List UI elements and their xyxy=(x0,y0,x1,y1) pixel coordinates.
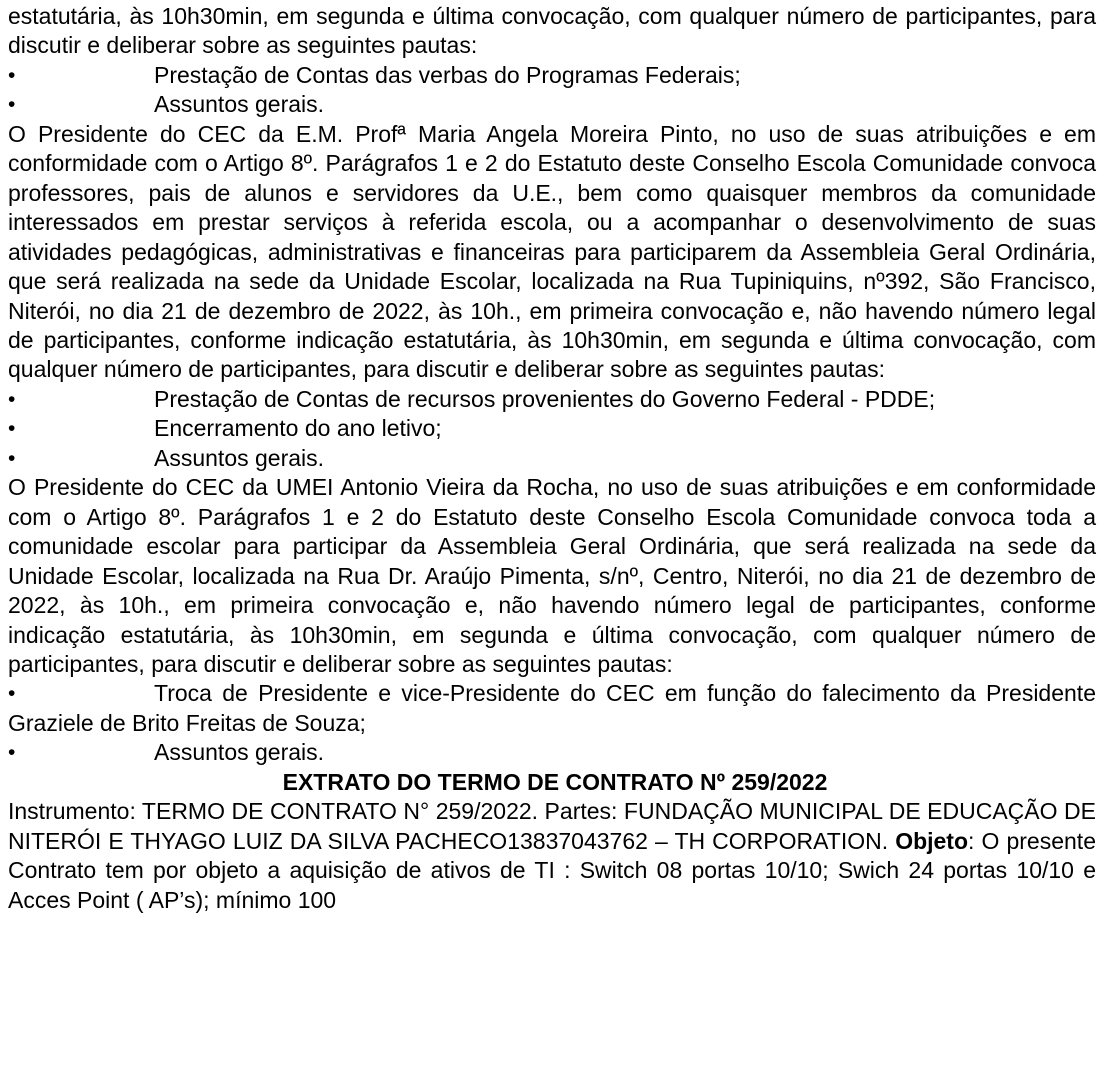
bullet-icon: • xyxy=(8,741,16,765)
bullet-icon: • xyxy=(8,446,16,470)
bullet-icon: • xyxy=(8,682,16,706)
list-item xyxy=(8,738,1096,767)
list-item-text: Assuntos gerais. xyxy=(154,444,325,471)
paragraph-convocation-continued: estatutária, às 10h30min, em segunda e última convocação, com qualquer número de participantes, para discutir e deliberar sobre as seguintes pautas: xyxy=(8,3,1096,59)
list-item-text: Assuntos gerais. xyxy=(154,91,325,118)
bullet-icon: • xyxy=(8,387,16,411)
list-item-text: Encerramento do ano letivo; xyxy=(154,415,442,442)
paragraph-cec-maria-angela: O Presidente do CEC da E.M. Profª Maria Angela Moreira Pinto, no uso de suas atribuições e em conformidade com o Artigo 8º. Parágrafos 1 e 2 do Estatuto deste Conselho Escola Comunidade convoca professores, pais de alunos e servidores da U.E., bem como quaisquer membros da comunidade interessados em prestar serviços à referida escola, ou a acompanhar o desenvolvimento de suas atividades pedagógicas, administrativas e financeiras para participarem da Assembleia Geral Ordinária, que será realizada na sede da Unidade Escolar, localizada na Rua Tupiniquins, nº392, São Francisco, Niterói, no dia 21 de dezembro de 2022, às 10h., em primeira convocação e, não havendo número legal de participantes, conforme indicação estatutária, às 10h30min, em segunda e última convocação, com qualquer número de participantes, para discutir e deliberar sobre as seguintes pautas: xyxy=(8,120,1096,383)
list-item xyxy=(8,444,1096,473)
list-item-text: Assuntos gerais. xyxy=(154,739,325,766)
object-label: Objeto xyxy=(895,827,969,854)
list-item xyxy=(8,385,1096,414)
bullet-icon: • xyxy=(8,93,16,117)
contract-parties-text: Instrumento: TERMO DE CONTRATO N° 259/2022. Partes: FUNDAÇÃO MUNICIPAL DE EDUCAÇÃO DE NITERÓI E THYAGO LUIZ DA SILVA PACHECO13837043762 – TH CORPORATION. xyxy=(8,798,1096,854)
list-item xyxy=(8,90,1096,119)
bullet-icon: • xyxy=(8,417,16,441)
list-item-text: Prestação de Contas das verbas do Programas Federais; xyxy=(154,61,741,88)
paragraph-contract-extract xyxy=(8,797,1096,915)
list-item-text: Prestação de Contas de recursos provenientes do Governo Federal - PDDE; xyxy=(154,385,936,412)
list-item xyxy=(8,679,1096,738)
list-item-text: Troca de Presidente e vice-Presidente do CEC em função do falecimento da Presidente Graziele de Brito Freitas de Souza; xyxy=(8,680,1096,736)
bullet-icon: • xyxy=(8,63,16,87)
list-item xyxy=(8,414,1096,443)
list-item xyxy=(8,61,1096,90)
contract-object-text: : O presente Contrato tem por objeto a aquisição de ativos de TI : Switch 08 portas 10/10; Swich 24 portas 10/10 e Acces Point ( AP’s); mínimo 100 xyxy=(8,827,1096,913)
paragraph-cec-umei-antonio: O Presidente do CEC da UMEI Antonio Vieira da Rocha, no uso de suas atribuições e em conformidade com o Artigo 8º. Parágrafos 1 e 2 do Estatuto deste Conselho Escola Comunidade convoca toda a comunidade escolar para participar da Assembleia Geral Ordinária, que será realizada na sede da Unidade Escolar, localizada na Rua Dr. Araújo Pimenta, s/nº, Centro, Niterói, no dia 21 de dezembro de 2022, às 10h., em primeira convocação e, não havendo número legal de participantes, conforme indicação estatutária, às 10h30min, em segunda e última convocação, com qualquer número de participantes, para discutir e deliberar sobre as seguintes pautas: xyxy=(8,474,1096,677)
section-heading-extrato: EXTRATO DO TERMO DE CONTRATO Nº 259/2022 xyxy=(282,768,828,795)
